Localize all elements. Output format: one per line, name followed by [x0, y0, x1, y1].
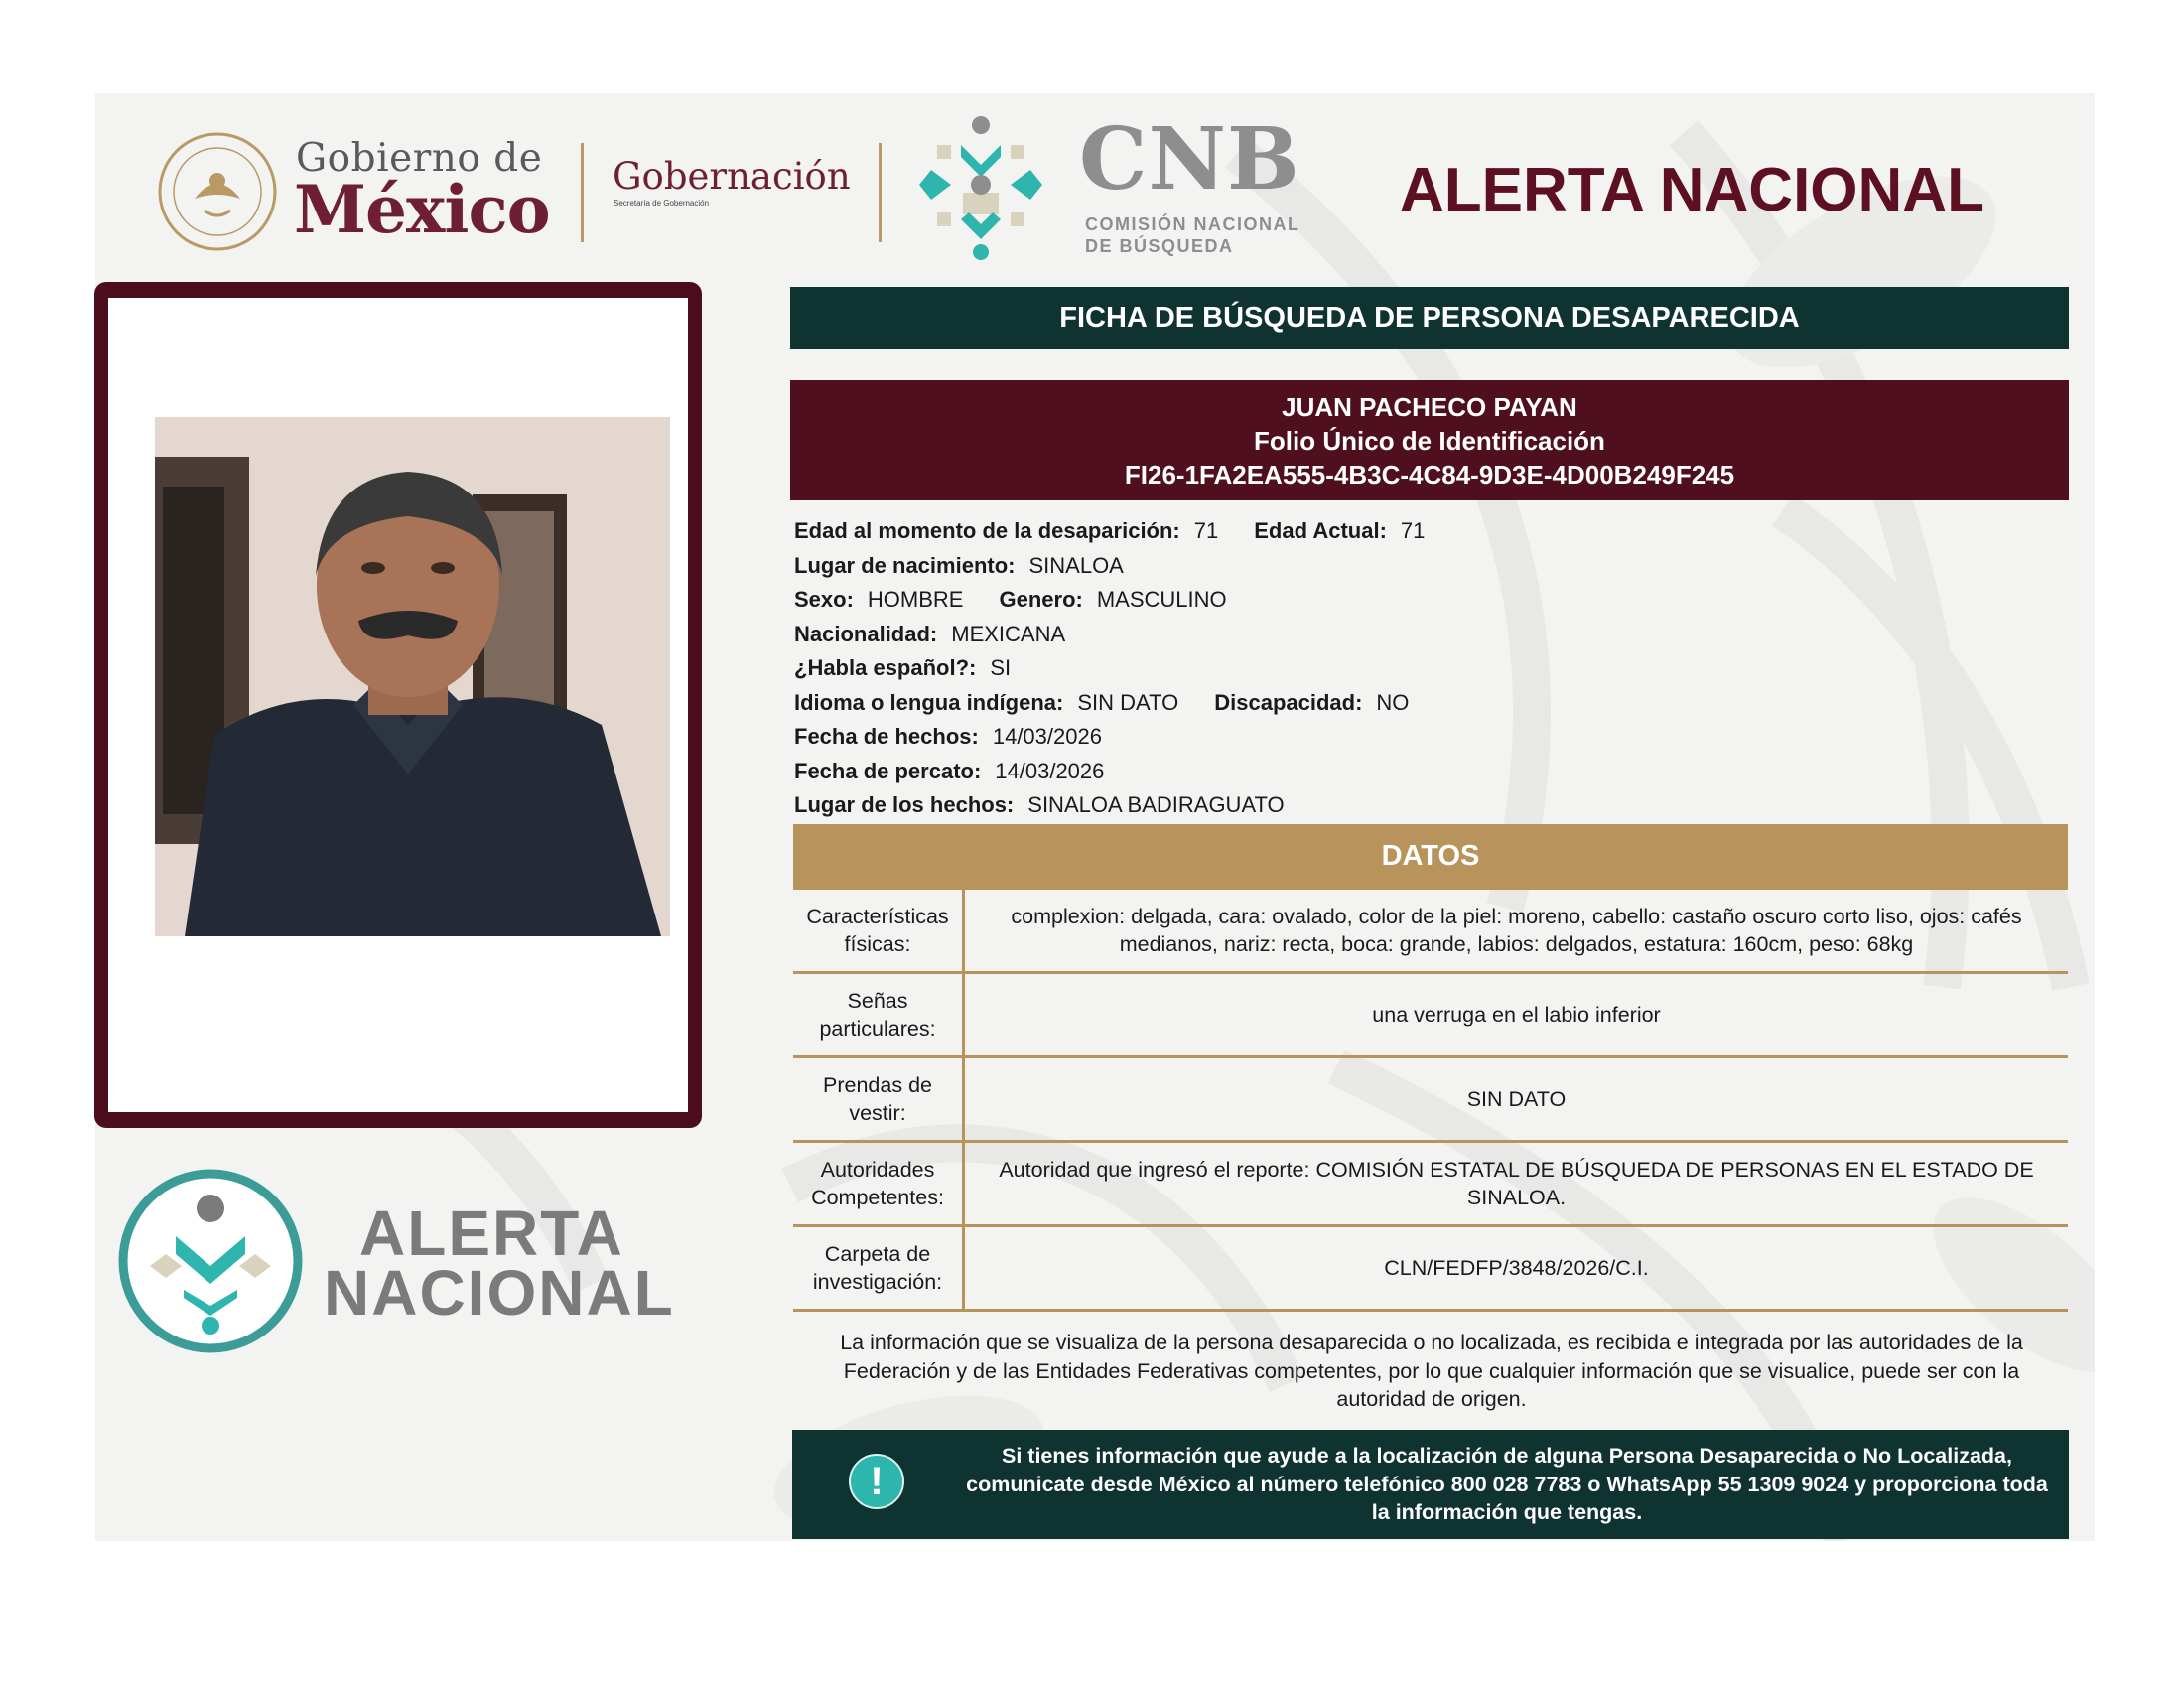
idioma-label: Idioma o lengua indígena:	[794, 689, 1064, 715]
fecha-percato-label: Fecha de percato:	[794, 758, 982, 783]
table-row	[793, 973, 2068, 1057]
gobierno-de-text: Gobierno de	[296, 136, 543, 181]
info-row-idioma	[794, 686, 1425, 721]
cnb-subtitle-line2: DE BÚSQUEDA	[1085, 236, 1234, 256]
datos-row-label: Características físicas:	[793, 889, 964, 973]
nacionalidad-value: MEXICANA	[951, 621, 1066, 646]
lugar-nacimiento-label: Lugar de nacimiento:	[794, 552, 1016, 578]
genero-label: Genero:	[999, 587, 1083, 612]
edad-actual-label: Edad Actual:	[1254, 518, 1387, 543]
person-info-list	[794, 514, 1425, 823]
sexo-value: HOMBRE	[867, 587, 964, 612]
alerta-nacional-logo-icon	[116, 1167, 305, 1355]
lugar-nacimiento-value: SINALOA	[1028, 552, 1124, 578]
cnb-subtitle	[1085, 213, 1300, 257]
datos-row-label: Señas particulares:	[793, 973, 964, 1057]
ficha-title-bar: FICHA DE BÚSQUEDA DE PERSONA DESAPARECIDA	[790, 287, 2069, 349]
alerta-nacional-wordmark	[324, 1197, 675, 1329]
alerta-nacional-title: ALERTA NACIONAL	[1400, 156, 1984, 224]
edad-actual-value: 71	[1400, 518, 1426, 543]
sexo-label: Sexo:	[794, 587, 854, 612]
table-row	[793, 1226, 2068, 1311]
datos-row-value: una verruga en el labio inferior	[964, 973, 2069, 1057]
person-photo	[155, 417, 670, 936]
lugar-hechos-label: Lugar de los hechos:	[794, 792, 1015, 817]
table-row	[793, 1142, 2068, 1226]
folio-label: Folio Único de Identificación	[1254, 426, 1605, 456]
fecha-hechos-value: 14/03/2026	[992, 724, 1102, 749]
fecha-hechos-label: Fecha de hechos:	[794, 724, 979, 749]
nacionalidad-label: Nacionalidad:	[794, 621, 938, 646]
discapacidad-label: Discapacidad:	[1214, 689, 1363, 715]
cnb-subtitle-line1: COMISIÓN NACIONAL	[1085, 214, 1300, 234]
info-row-lugar-hechos	[794, 788, 1425, 823]
datos-row-label: Carpeta de investigación:	[793, 1226, 964, 1311]
idioma-value: SIN DATO	[1077, 689, 1179, 715]
alerta-wordmark-line1: ALERTA	[359, 1197, 624, 1269]
fecha-percato-value: 14/03/2026	[995, 758, 1105, 783]
alerta-wordmark-line2: NACIONAL	[324, 1257, 675, 1329]
habla-espanol-label: ¿Habla español?:	[794, 655, 977, 680]
gobernacion-text: Gobernación	[613, 155, 851, 198]
exclamation-icon: !	[849, 1454, 904, 1509]
lugar-hechos-value: SINALOA BADIRAGUATO	[1027, 792, 1285, 817]
header-divider	[879, 143, 882, 242]
disclaimer-text: La información que se visualiza de la persona desaparecida o no localizada, es recibida e integrada por las autoridades de la Federación y de las Entidades Federativas competentes, por lo que cualquier información que se visualice, puede ser con la autoridad de origen.	[840, 1331, 2023, 1411]
edad-desaparicion-label: Edad al momento de la desaparición:	[794, 518, 1180, 543]
info-row-lugar-nacimiento	[794, 549, 1425, 584]
datos-heading: DATOS	[793, 824, 2068, 888]
info-row-nacionalidad	[794, 618, 1425, 652]
info-row-fecha-hechos	[794, 720, 1425, 755]
contact-text: Si tienes información que ayude a la localización de alguna Persona Desaparecida o No Localizada, comunicate desde México al número telefónico 800 028 7783 o WhatsApp 55 1309 9024 y proporciona toda la información que tengas.	[966, 1444, 2048, 1524]
info-row-fecha-percato	[794, 755, 1425, 789]
datos-row-label: Prendas de vestir:	[793, 1057, 964, 1142]
datos-row-value: complexion: delgada, cara: ovalado, color de la piel: moreno, cabello: castaño oscuro corto liso, ojos: cafés medianos, nariz: recta, boca: grande, labios: delgados, estatura: 160cm, peso: 68kg	[964, 889, 2069, 973]
contact-banner	[792, 1430, 2069, 1539]
datos-row-value: SIN DATO	[964, 1057, 2069, 1142]
cnb-wordmark: CNB	[1079, 109, 1300, 210]
discapacidad-value: NO	[1376, 689, 1410, 715]
mexico-text: México	[294, 171, 550, 248]
table-row	[793, 889, 2068, 973]
cnb-logo-icon	[901, 105, 1060, 264]
edad-desaparicion-value: 71	[1193, 518, 1219, 543]
info-row-habla	[794, 651, 1425, 686]
person-name: JUAN PACHECO PAYAN	[1282, 392, 1577, 422]
photo-frame-inner	[108, 298, 688, 1112]
gobernacion-subtext: Secretaría de Gobernación	[614, 199, 710, 208]
escudo-nacional-seal-icon	[155, 129, 280, 254]
table-row	[793, 1057, 2068, 1142]
photo-frame	[94, 282, 702, 1128]
folio-value: FI26-1FA2EA555-4B3C-4C84-9D3E-4D00B249F245	[1124, 460, 1735, 490]
habla-espanol-value: SI	[990, 655, 1012, 680]
person-name-box	[790, 380, 2069, 500]
info-row-sexo	[794, 583, 1425, 618]
datos-row-value: Autoridad que ingresó el reporte: COMISIÓN ESTATAL DE BÚSQUEDA DE PERSONAS EN EL ESTADO DE SINALOA.	[964, 1142, 2069, 1226]
datos-table	[793, 888, 2068, 1312]
info-row-edad	[794, 514, 1425, 549]
genero-value: MASCULINO	[1096, 587, 1227, 612]
datos-row-value: CLN/FEDFP/3848/2026/C.I.	[964, 1226, 2069, 1311]
header-divider	[581, 143, 584, 242]
datos-row-label: Autoridades Competentes:	[793, 1142, 964, 1226]
